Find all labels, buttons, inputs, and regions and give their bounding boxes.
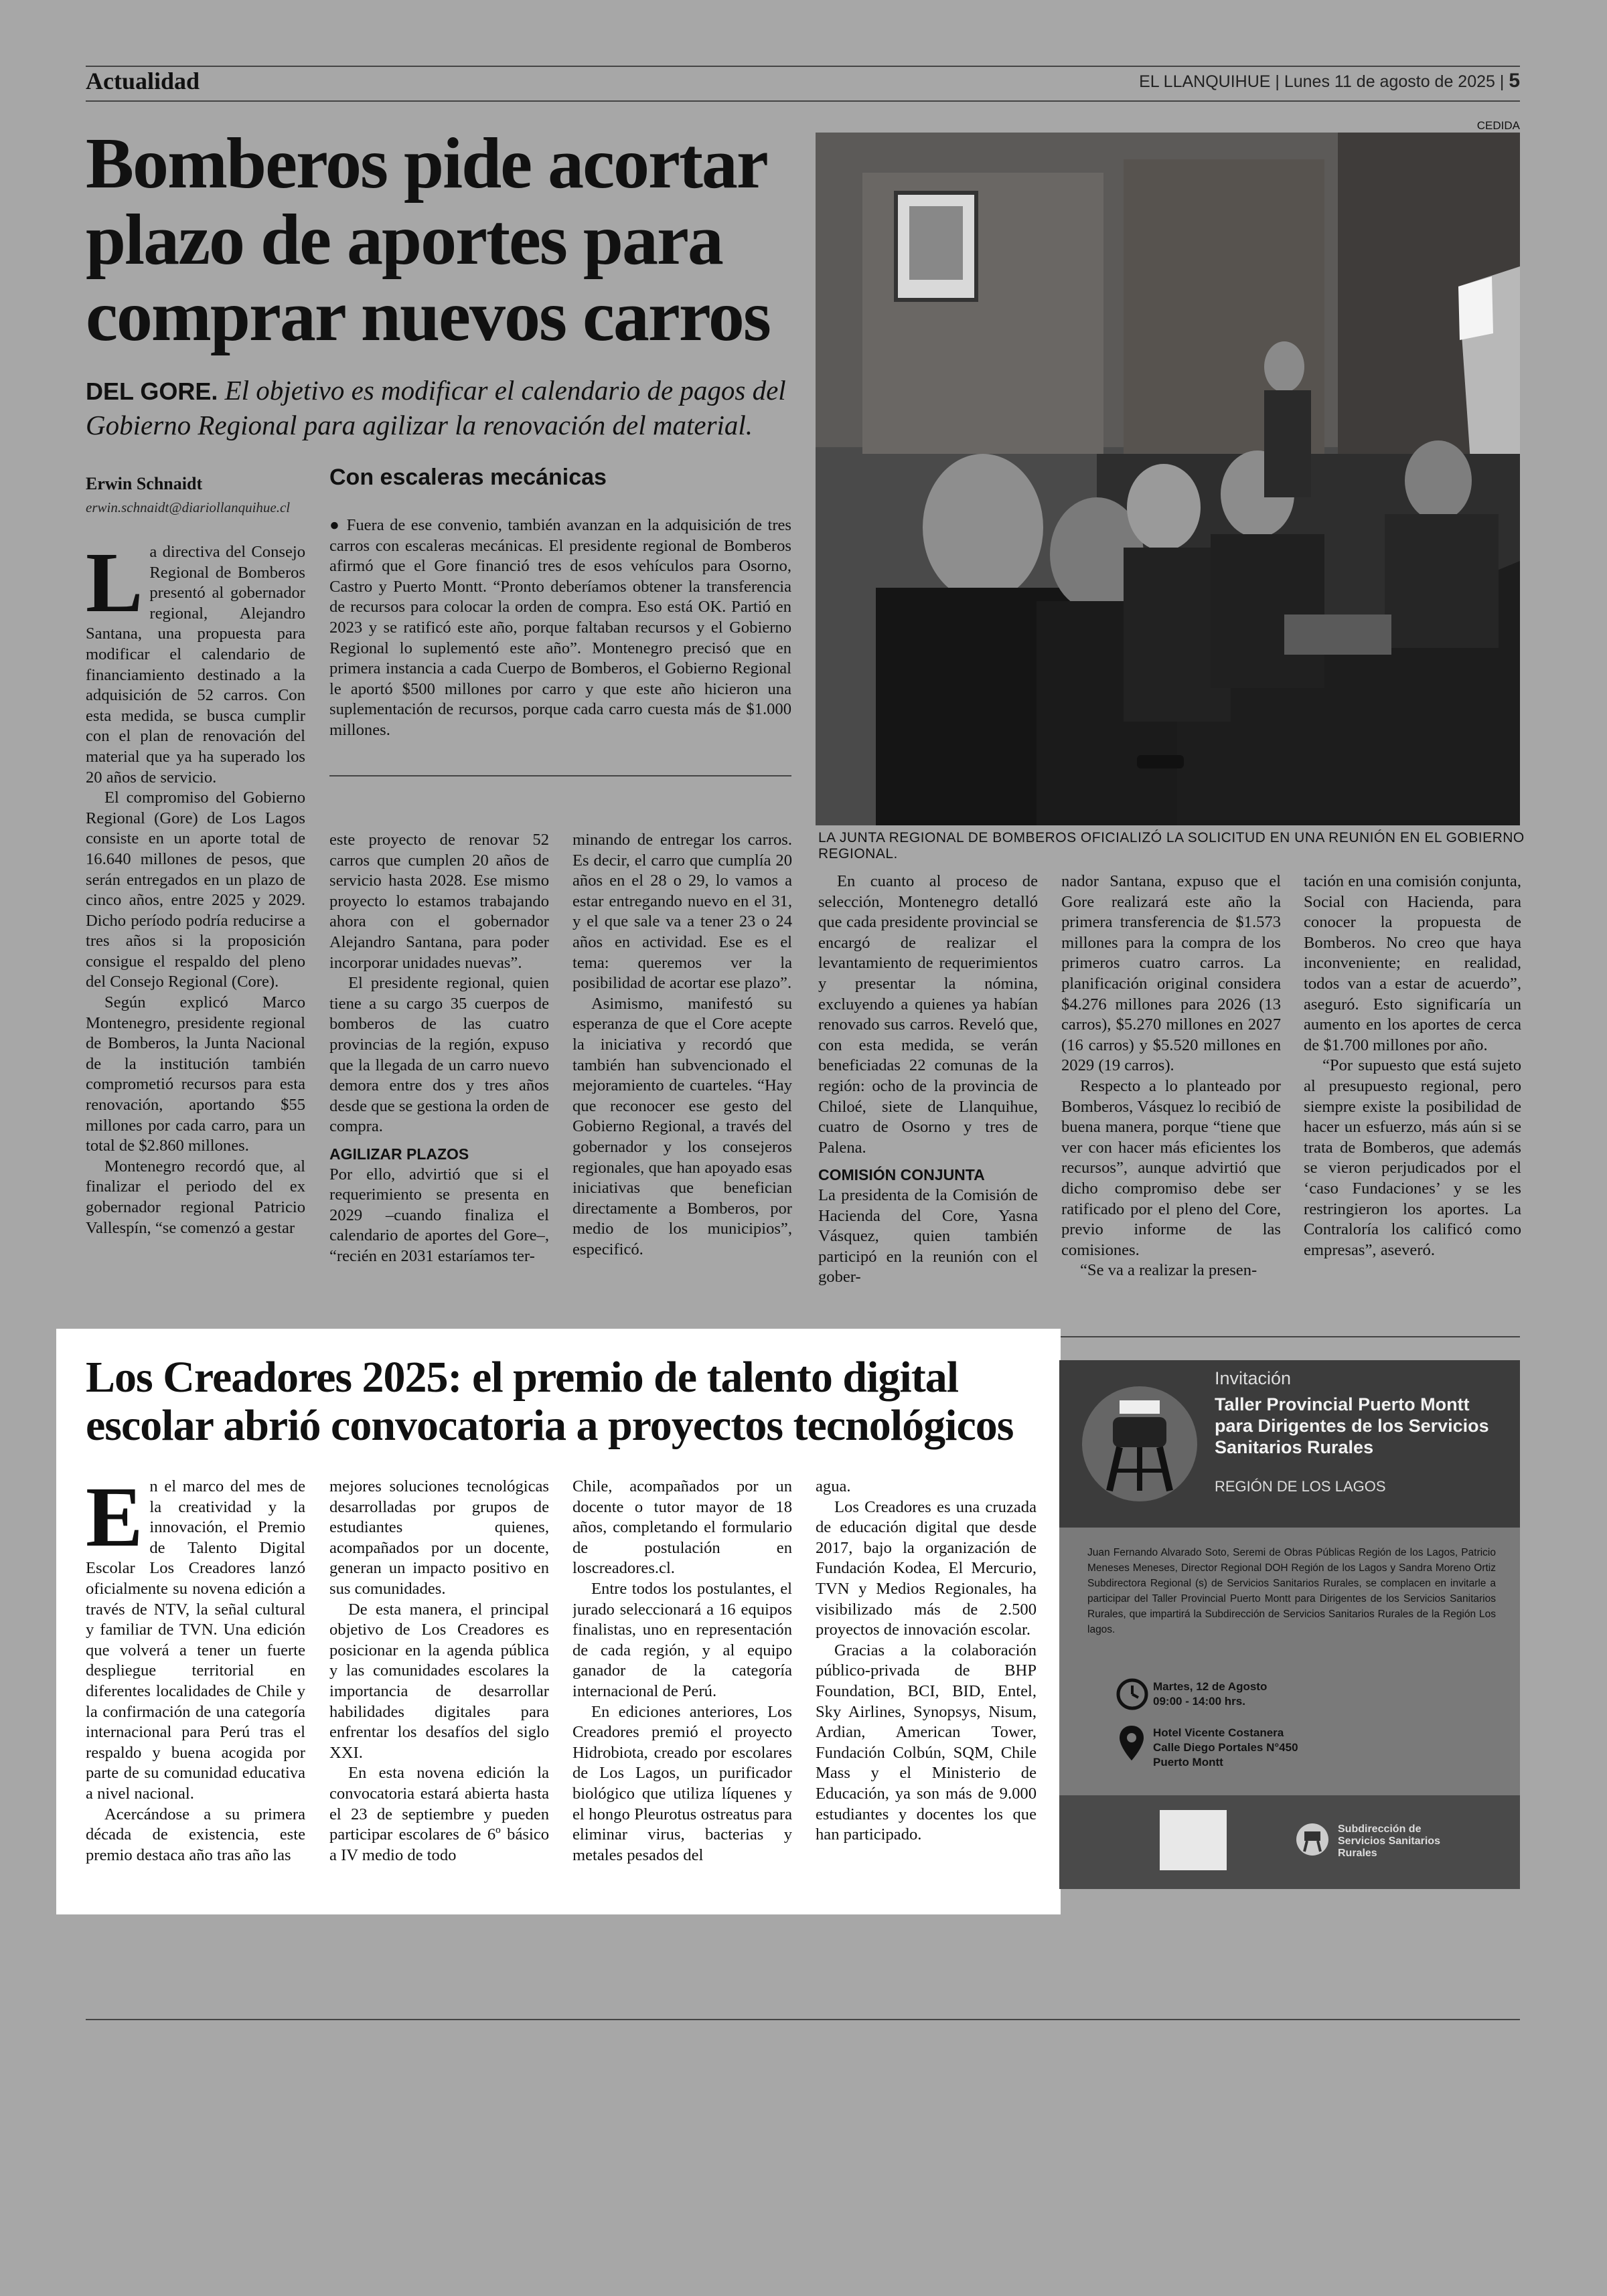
section-label: Actualidad: [86, 68, 200, 94]
ad-body: Juan Fernando Alvarado Soto, Seremi de Obras Públicas Región de los Lagos, Patricio Meneses Meneses, Director Regional DOH Región de los Lagos y Sandra Moreno Ortiz Subdirectora Regional (s) de Servicios Sanitarios Rurales, se complacen en invitarle a participar del Taller Provincial Puerto Montt para Dirigentes de los Servicios Sanitarios Rurales, que impartirá la Subdirección de Servicios Sanitarios Rurales de la Región Los lagos.: [1087, 1547, 1496, 1635]
subheading: AGILIZAR PLAZOS: [329, 1145, 469, 1163]
article-column-4: [818, 872, 1038, 1313]
paragraph: “Por supuesto que está sujeto al presupuesto regional, pero siempre existe la posibilidad de hacer un esfuerzo, más aún si se trata de Bomberos, que además se vieron perjudicados por el ‘caso Fundaciones’ y se les restringieron los aportes. La Contraloría los calificó como empresas”, aseveró.: [1304, 1056, 1521, 1259]
article-headline: Bomberos pide acortar plazo de aportes para comprar nuevos carros: [86, 124, 770, 356]
paragraph: Gracias a la colaboración público-privada de BHP Foundation, BCI, BID, Entel, Sky Airlines, Synopsys, Nisum, Ardian, American Tower, Fundación Colbún, SQM, Chile Mass y el Ministerio de Educación, ya son más de 9.000 estudiantes y docentes los que han participado.: [816, 1641, 1037, 1844]
author-name: Erwin Schnaidt: [86, 474, 203, 493]
sidebar-text: Fuera de ese convenio, también avanzan en la adquisición de tres carros con escaleras mecánicas. El presidente regional de Bomberos afirmó que el Gore financió tres de esos vehículos para Osorno, Castro y Puerto Montt. “Pronto deberíamos obtener la transferencia de recursos para colocar la orden de compra. Eso está OK. Partió en 2023 y se ratificó este año, porque faltaban recursos y el Gobierno Regional lo suplementó este año”. Montenegro precisó que en primera instancia a cada Cuerpo de Bomberos, el Gobierno Regional le aportó $500 millones por carro y que este año hicieron una suplementación de recursos, porque cada carro cuesta más de $1.000 millones.: [329, 516, 791, 739]
article-column-1: [86, 542, 305, 1312]
paragraph: “Se va a realizar la presen-: [1080, 1261, 1257, 1280]
paper-name: EL LLANQUIHUE: [1139, 72, 1271, 91]
paragraph: Chile, acompañados por un docente o tutor mayor de 18 años, completando el formulario de postulación en loscreadores.cl.: [572, 1477, 792, 1578]
article2-headline: Los Creadores 2025: el premio de talento digital escolar abrió convocatoria a proyectos tecnológicos: [86, 1353, 1014, 1450]
paragraph: Acercándose a su primera década de existencia, este premio destaca año tras año las: [86, 1805, 305, 1864]
deck-tag: DEL GORE.: [86, 378, 218, 405]
author-email: erwin.schnaidt@diariollanquihue.cl: [86, 499, 291, 515]
paragraph: La presidenta de la Comisión de Hacienda del Core, Yasna Vásquez, quien también participó en la reunión con el gober-: [818, 1185, 1038, 1287]
page-number: 5: [1509, 70, 1520, 92]
ad-region: REGIÓN DE LOS LAGOS: [1215, 1478, 1386, 1495]
article2-column-2: [329, 1477, 549, 1905]
paragraph: minando de entregar los carros. Es decir, el carro que cumplía 20 años en el 28 o 29, lo vamos a estar entregando nuevo en el 31, y el que sale va a tener 23 o 24 años en actividad. Ese es el tema: queremos ver la posibilidad de acortar ese plazo”.: [572, 831, 792, 993]
article2-column-4: [816, 1477, 1037, 1905]
sidebar-heading: Con escaleras mecánicas: [329, 465, 607, 490]
location-pin-icon: [1118, 1724, 1145, 1762]
article2-column-1: [86, 1477, 305, 1905]
paragraph: n el marco del mes de la creatividad y la innovación, el Premio de Talento Digital Escolar Los Creadores lanzó oficialmente su novena edición a través de NTV, la señal cultural y familiar de TVN. Una edición que volverá a tener un fuerte despliegue territorial en diferentes localidades de Chile y la confirmación de una categoría internacional para Perú tras el respaldo y buena acogida por parte de su comunidad educativa a nivel nacional.: [86, 1477, 305, 1803]
ad-venue-block: [1153, 1726, 1298, 1770]
paragraph: El compromiso del Gobierno Regional (Gore) de Los Lagos consiste en un aporte total de 16.640 millones de pesos, que serán entregados en un plazo de cinco años, entre 2025 y 2029. Dicho período podría reducirse a tres años si la proposición consigue el respaldo del pleno del Consejo Regional (Core).: [86, 789, 305, 991]
ad-date-block: [1153, 1679, 1267, 1709]
sidebar-rule: [329, 775, 791, 776]
deck-text: El objetivo es modificar el calendario de pagos del Gobierno Regional para agilizar la renovación del material.: [86, 375, 786, 440]
article2-column-3: [572, 1477, 792, 1905]
ad-time: 09:00 - 14:00 hrs.: [1153, 1695, 1245, 1708]
masthead: EL LLANQUIHUE | Lunes 11 de agosto de 2025 | 5: [1139, 70, 1520, 92]
clock-icon: [1116, 1677, 1149, 1711]
bottom-rule: [86, 2019, 1520, 2020]
issue-date: Lunes 11 de agosto de 2025: [1284, 72, 1495, 91]
ad-date: Martes, 12 de Agosto: [1153, 1680, 1268, 1693]
paragraph: En esta novena edición la convocatoria estará abierta hasta el 23 de septiembre y pueden participar escolares de 6º básico a IV medio de todo: [329, 1764, 549, 1864]
ad-venue: Hotel Vicente Costanera: [1153, 1726, 1284, 1739]
top-rule: [86, 66, 1520, 67]
article-column-5: [1061, 872, 1281, 1313]
paragraph: Montenegro recordó que, al finalizar el periodo del ex gobernador regional Patricio Vallespín, “se comenzó a gestar: [86, 1157, 305, 1237]
article-column-2: [329, 830, 549, 1312]
invitation-ad: [1059, 1360, 1520, 1889]
article-column-6: [1304, 872, 1521, 1313]
header-rule: [86, 100, 1520, 102]
sidebar-box: [329, 515, 791, 741]
paragraph: Respecto a lo planteado por Bomberos, Vásquez lo recibió de buena manera, porque “tiene que ver con hacer más eficientes los recursos”, aunque advirtió que dicho compromiso debe ser ratificado por el pleno del Core, previo informe de las comisiones.: [1061, 1076, 1281, 1259]
paragraph: Entre todos los postulantes, el jurado seleccionará a 16 equipos finalistas, uno en representación de cada región, y al equipo ganador de la categoría internacional de Perú.: [572, 1579, 792, 1700]
paragraph: En ediciones anteriores, Los Creadores premió el proyecto Hidrobiota, creado por escolares de Los Lagos, un purificador biológico que utiliza líquenes y el hongo Pleurotus ostreatus para eliminar virus, bacterias y metales pesados del: [572, 1702, 792, 1864]
paragraph: Por ello, advirtió que si el requerimiento se presenta en 2029 –cuando finaliza el calendario de aportes del Gore–, “recién en 2031 estaríamos ter-: [329, 1165, 549, 1265]
ad-city: Puerto Montt: [1153, 1756, 1223, 1769]
paragraph: Los Creadores es una cruzada de educación digital que desde 2017, bajo la organización de Fundación Kodea, El Mercurio, TVN y Medios Regionales, ha visibilizado más de 2.500 proyectos de innovación escolar.: [816, 1497, 1037, 1639]
photo-credit: CEDIDA: [1476, 119, 1520, 132]
dropcap: E: [86, 1477, 143, 1564]
paragraph: mejores soluciones tecnológicas desarrolladas por grupos de estudiantes quienes, acompañados por un docente, generan un impacto positivo en sus comunidades.: [329, 1477, 549, 1598]
paragraph: tación en una comisión conjunta, Social con Hacienda, para conocer la propuesta de Bomberos. No creo que haya inconveniente; en realidad, todos van a estar de acuerdo”, aseguró. Esto significaría un aumento en los aportes de cerca de $1.700 millones por año.: [1304, 872, 1521, 1054]
paragraph: Según explicó Marco Montenegro, presidente regional de Bomberos, la Junta Nacional de la institución también comprometió recursos para esta renovación, aportando $55 millones por cada carro, para un total de $2.860 millones.: [86, 993, 305, 1155]
paragraph: De esta manera, el principal objetivo de Los Creadores es posicionar en la agenda pública y las comunidades escolares la importancia de desarrollar habilidades digitales para enfrentar los desafíos del siglo XXI.: [329, 1600, 549, 1762]
bullet-icon: ●: [329, 516, 341, 534]
ad-invitation: Invitación: [1215, 1368, 1292, 1388]
ssr-logo-icon: [1294, 1821, 1331, 1858]
meeting-photo: [816, 133, 1520, 825]
photo-caption: LA JUNTA REGIONAL DE BOMBEROS OFICIALIZÓ LA SOLICITUD EN UNA REUNIÓN EN EL GOBIERNO REGIONAL.: [818, 830, 1525, 862]
article-column-3: [572, 830, 792, 1312]
article-deck: [86, 374, 795, 442]
paragraph: a directiva del Consejo Regional de Bomberos presentó al gobernador regional, Alejandro Santana, una propuesta para modificar el calendario de financiamiento destinado a la adquisición de 52 carros. Con esta medida, se busca cumplir con el plan de renovación del material que ya ha superado los 20 años de servicio.: [86, 543, 305, 787]
paragraph: agua.: [816, 1477, 851, 1495]
paragraph: nador Santana, expuso que el Gore realizará este año la primera transferencia de $1.573 millones para la compra de los primeros cuatro carros. La planificación original considera $4.276 millones para 2026 (13 carros), $5.270 millones en 2027 (16 carros) y $5.520 millones en 2029 (19 carros).: [1061, 872, 1281, 1075]
ad-title: Taller Provincial Puerto Montt para Dirigentes de los Servicios Sanitarios Rurales: [1215, 1394, 1489, 1457]
ad-address: Calle Diego Portales N°450: [1153, 1741, 1298, 1754]
water-tower-icon: [1079, 1380, 1200, 1507]
section-divider: [1059, 1336, 1520, 1337]
dropcap: L: [86, 542, 143, 630]
paragraph: El presidente regional, quien tiene a su cargo 35 cuerpos de bomberos de las cuatro provincias de la región, expuso que la llegada de un carro nuevo demora entre dos y tres años desde que se gestiona la orden de compra.: [329, 974, 549, 1136]
government-logo: [1160, 1810, 1227, 1870]
ad-footer-logo-text: Subdirección de Servicios Sanitarios Rurales: [1338, 1823, 1440, 1859]
paragraph: Asimismo, manifestó su esperanza de que el Core acepte la iniciativa y recordó que también han subvencionado el mejoramiento de cuarteles. “Hay que reconocer ese gesto del Gobierno Regional, a través del gobernador y los consejeros regionales, que han apoyado esas iniciativas que benefician directamente a Bomberos, por medio de los municipios”, especificó.: [572, 994, 792, 1258]
paragraph: este proyecto de renovar 52 carros que cumplen 20 años de servicio hasta 2028. Ese mismo proyecto lo estamos trabajando ahora con el gobernador Alejandro Santana, para poder incorporar unidades nuevas”.: [329, 831, 549, 972]
paragraph: En cuanto al proceso de selección, Montenegro detalló que cada presidente provincial se encargó de realizar el levantamiento de requerimientos y presentar la nómina, excluyendo a quienes ya habían renovado sus carros. Reveló que, con esta medida, se verán beneficiadas 22 comunas de la región: ocho de la provincia de Chiloé, siete de Llanquihue, cuatro de Osorno y tres de Palena.: [818, 872, 1038, 1157]
subheading: COMISIÓN CONJUNTA: [818, 1166, 985, 1184]
